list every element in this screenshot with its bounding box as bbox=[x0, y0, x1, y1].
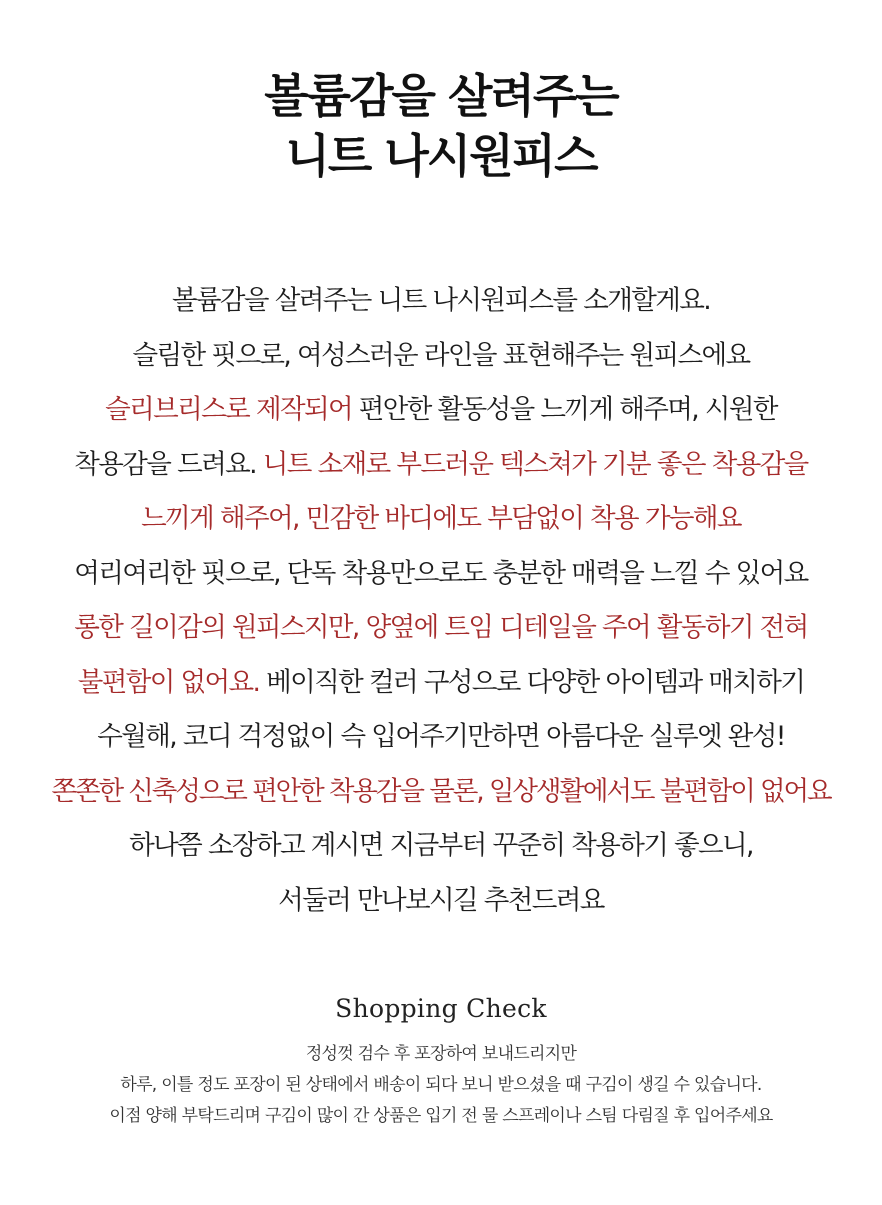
description-segment: 하나쯤 소장하고 계시면 지금부터 꾸준히 착용하기 좋으니, bbox=[129, 830, 753, 861]
page-title-line-1: 볼륨감을 살려주는 bbox=[264, 69, 618, 123]
shopping-check-note: 하루, 이틀 정도 포장이 된 상태에서 배송이 되다 보니 받으셨을 때 구김이 생길 수 있습니다. bbox=[120, 1075, 762, 1095]
description-line bbox=[0, 819, 882, 874]
description-highlight: 불편함이 없어요. bbox=[77, 666, 267, 698]
description-line bbox=[0, 656, 882, 711]
description-segment: 착용감을 드려요. bbox=[74, 448, 263, 480]
shopping-check-note: 정성껏 검수 후 포장하여 보내드리지만 bbox=[305, 1044, 577, 1064]
description-highlight: 슬리브리스로 제작되어 bbox=[105, 394, 359, 425]
description-segment: 여리여리한 핏으로, 단독 착용만으로도 충분한 매력을 느낄 수 있어요 bbox=[74, 557, 808, 589]
shopping-check-title: Shopping Check bbox=[335, 994, 547, 1023]
page-title bbox=[0, 66, 882, 186]
description-line bbox=[0, 438, 882, 493]
description-highlight: 니트 소재로 부드러운 텍스쳐가 기분 좋은 착용감을 bbox=[262, 448, 808, 480]
description-line bbox=[0, 547, 882, 602]
description-highlight: 롱한 길이감의 원피스지만, 양옆에 트임 디테일을 주어 활동하기 전혀 bbox=[74, 612, 808, 643]
description-highlight: 느끼게 해주어, 민감한 바디에도 부담없이 착용 가능해요 bbox=[141, 503, 741, 534]
description-segment: 편안한 활동성을 느끼게 해주며, 시원한 bbox=[358, 394, 777, 425]
page-title-line-2: 니트 나시원피스 bbox=[285, 129, 597, 183]
description-segment: 볼륨감을 살려주는 니트 나시원피스를 소개할게요. bbox=[171, 285, 711, 316]
description-line bbox=[0, 765, 882, 820]
description-line bbox=[0, 601, 882, 656]
product-description bbox=[0, 274, 882, 928]
description-line bbox=[0, 492, 882, 547]
shopping-check-note: 이점 양해 부탁드리며 구김이 많이 간 상품은 입기 전 물 스프레이나 스팀 다림질 후 입어주세요 bbox=[109, 1106, 773, 1126]
description-highlight: 쫀쫀한 신축성으로 편안한 착용감을 물론, 일상생활에서도 불편함이 없어요 bbox=[51, 775, 831, 807]
description-line bbox=[0, 874, 882, 929]
description-line bbox=[0, 329, 882, 384]
description-segment: 서둘러 만나보시길 추천드려요 bbox=[278, 884, 604, 916]
description-segment: 슬림한 핏으로, 여성스러운 라인을 표현해주는 원피스에요 bbox=[132, 339, 750, 371]
description-line bbox=[0, 383, 882, 438]
description-line bbox=[0, 274, 882, 329]
description-segment: 수월해, 코디 걱정없이 슥 입어주기만하면 아름다운 실루엣 완성! bbox=[97, 721, 785, 752]
description-segment: 베이직한 컬러 구성으로 다양한 아이템과 매치하기 bbox=[266, 666, 805, 698]
shopping-check-notes bbox=[0, 1039, 882, 1132]
description-line bbox=[0, 710, 882, 765]
